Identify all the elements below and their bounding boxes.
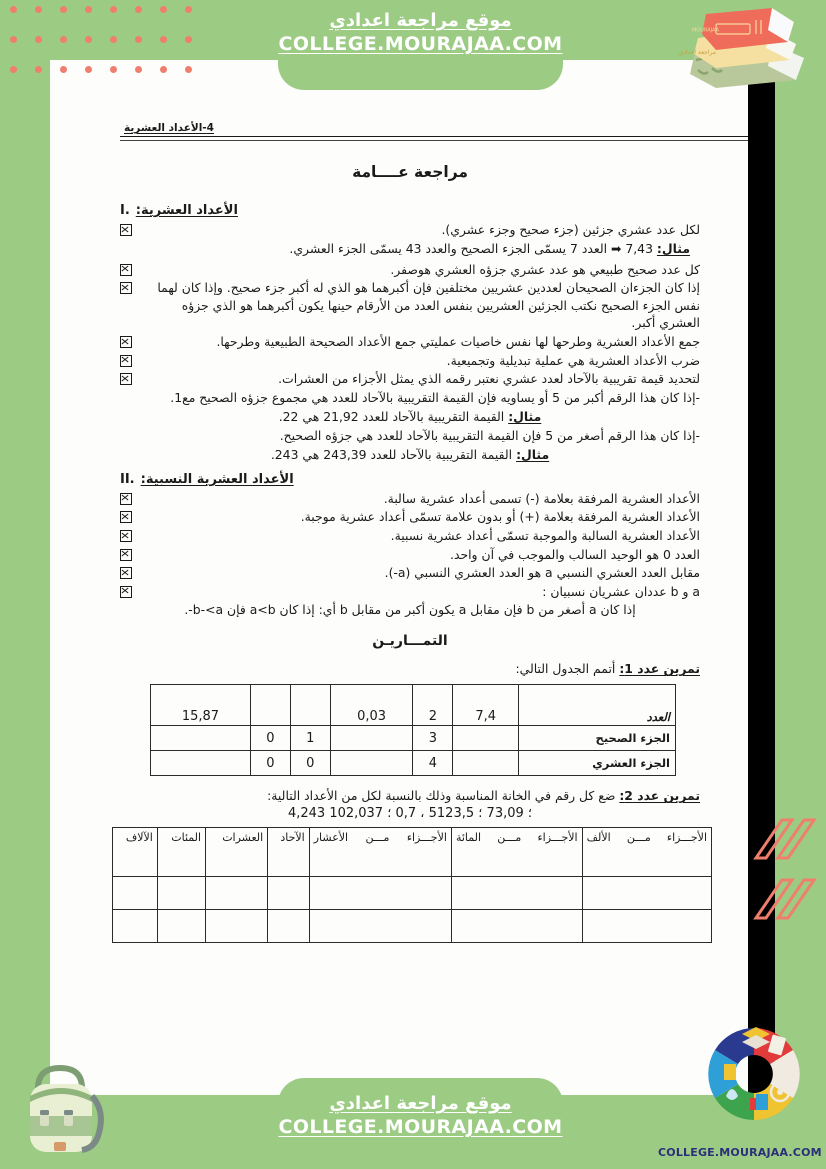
example-text: القيمة التقريبية بالآحاد للعدد 243,39 هي 243.: [270, 446, 513, 462]
section-1-example-1: [120, 240, 700, 258]
checkbox-bullet-icon: [120, 567, 132, 579]
section-relative-decimals: [120, 472, 700, 620]
cell[interactable]: 1: [290, 726, 330, 751]
cell[interactable]: [290, 685, 330, 726]
column-header: العشرات: [206, 828, 268, 877]
decorative-dot: [135, 6, 142, 13]
section-2-closing-note: إذا كان a أصغر من b فإن مقابل a يكون أكبر من مقابل b أي: إذا كان a<b فإن b-<a-.: [184, 602, 636, 618]
cell[interactable]: [151, 751, 251, 776]
column-header: الآحاد: [268, 828, 310, 877]
row-label: العدد: [519, 685, 676, 726]
list-item: [120, 583, 700, 601]
cell[interactable]: [113, 910, 158, 943]
checkbox-bullet-icon: [120, 224, 132, 236]
chevron-decoration-lower: [748, 872, 818, 932]
running-head: 4-الأعداد العشرية: [124, 122, 214, 134]
cell[interactable]: 0: [290, 751, 330, 776]
rule-1-text: -إذا كان هذا الرقم أكبر من 5 أو يساويه فإن القيمة التقريبية بالآحاد للعدد هي مجموع جزؤه الصحيح مع1.: [170, 389, 700, 405]
decorative-dot: [60, 66, 67, 73]
list-item: [120, 527, 700, 545]
backpack-illustration: [18, 1058, 114, 1166]
example-label: مثال:: [656, 240, 690, 256]
exercise-2-instruction: ضع كل رقم في الخانة المناسبة وذلك بالنسبة لكل من الأعداد التالية:: [267, 788, 616, 804]
checkbox-bullet-icon: [120, 282, 132, 294]
list-item: [120, 370, 700, 388]
bullet-text: كل عدد صحيح طبيعي هو عدد عشري جزؤه العشري هوصفر.: [390, 261, 700, 277]
decorative-dot: [160, 36, 167, 43]
cell[interactable]: [330, 726, 413, 751]
section-1-heading: [120, 203, 700, 218]
cell[interactable]: [268, 877, 310, 910]
decorative-dot: [60, 6, 67, 13]
decorative-dot: [85, 36, 92, 43]
section-1-title: الأعداد العشرية:: [135, 203, 238, 218]
example-text: 7,43 ➡ العدد 7 يسمّى الجزء الصحيح والعدد 43 يسمّى الجزء العشري.: [289, 240, 653, 256]
checkbox-bullet-icon: [120, 336, 132, 348]
exercise-2-name: تمرين عدد 2:: [619, 788, 700, 804]
cell[interactable]: 4: [413, 751, 453, 776]
bullet-text: إذا كان الجزءان الصحيحان لعددين عشريين مختلفين فإن أكبرهما هو الذي له أكبر جزء صحيح. وإذا كان لهما نفس الجزء الصحيح نكتب الجزئين العشريين بنفس العدد من الأرقام حينها يكون أكبرهما هو الذي جزؤه العشري أكبر.: [157, 280, 700, 331]
scanned-sheet: [50, 60, 748, 1095]
cell[interactable]: [250, 685, 290, 726]
books-illustration: [676, 4, 812, 100]
cell[interactable]: [206, 877, 268, 910]
section-decimal-numbers: [120, 203, 700, 464]
exercise-2-numbers: 4,243 ؛ 73,09 ؛ 5123,5 ، 0,7 ؛ 102,037: [287, 806, 533, 822]
column-header: الأجـــزاء مـــن الألف: [582, 828, 711, 877]
table-row: [151, 726, 676, 751]
exercise-2-line: [120, 788, 700, 803]
cell[interactable]: 0: [250, 726, 290, 751]
cell[interactable]: [330, 751, 413, 776]
decorative-dot: [85, 66, 92, 73]
bullet-text: الأعداد العشرية المرفقة بعلامة (+) أو بدون علامة تسمّى أعداد عشرية موجبة.: [300, 509, 700, 525]
checkbox-bullet-icon: [120, 493, 132, 505]
list-item: [120, 221, 700, 239]
section-2-bullets: [120, 490, 700, 601]
bullet-text: a و b عددان عشريان نسبيان :: [542, 583, 700, 599]
decorative-dots: [0, 0, 200, 62]
checkbox-bullet-icon: [120, 511, 132, 523]
decorative-dot: [185, 36, 192, 43]
column-header: الآلاف: [113, 828, 158, 877]
list-item: [120, 490, 700, 508]
right-black-band: [748, 60, 775, 1118]
cell[interactable]: [453, 726, 519, 751]
svg-text:مراجعة اعدادي: مراجعة اعدادي: [678, 49, 716, 56]
decorative-dot: [35, 6, 42, 13]
section-2-heading: [120, 472, 700, 487]
cell[interactable]: 0,03: [330, 685, 413, 726]
list-item: [120, 352, 700, 370]
header-brand: [278, 10, 563, 56]
checkbox-bullet-icon: [120, 264, 132, 276]
header-brand-url: COLLEGE.MOURAJAA.COM: [278, 33, 563, 56]
table-row: [113, 877, 712, 910]
list-item: [120, 546, 700, 564]
column-header: الأجـــزاء مـــن المائة: [451, 828, 582, 877]
row-label: الجزء العشري: [519, 751, 676, 776]
table-row: [151, 685, 676, 726]
rule-2-text: -إذا كان هذا الرقم أصغر من 5 فإن القيمة التقريبية بالآحاد للعدد هي جزؤه الصحيح.: [279, 427, 700, 443]
table-row: [113, 910, 712, 943]
table-row: [151, 751, 676, 776]
cell[interactable]: [451, 877, 582, 910]
section-1-numeral: I.: [120, 203, 130, 218]
decorative-dot: [185, 6, 192, 13]
exercise-1-table: [150, 684, 676, 776]
section-1-bullets-2: [120, 261, 700, 388]
header-rule: [120, 136, 748, 141]
cell[interactable]: 0: [250, 751, 290, 776]
checkbox-bullet-icon: [120, 549, 132, 561]
exercises-heading: التمـــاريـن: [372, 633, 448, 650]
cell[interactable]: [309, 910, 451, 943]
bullet-text: جمع الأعداد العشرية وطرحها لها نفس خاصيات عمليتي جمع الأعداد الصحيحة الطبيعية وطرحها.: [216, 334, 700, 350]
bullet-text: لتحديد قيمة تقريبية بالآحاد لعدد عشري نعتبر رقمه الذي يمثل الأجزاء من العشرات.: [278, 371, 700, 387]
footer-brand: [278, 1093, 563, 1139]
cell[interactable]: [157, 910, 205, 943]
chevron-decoration-upper: [748, 812, 818, 872]
decorative-dot: [35, 36, 42, 43]
rule-2-example: [120, 446, 700, 464]
cell[interactable]: [582, 877, 711, 910]
exercise-1-name: تمرين عدد 1:: [619, 661, 700, 677]
cell[interactable]: 2: [413, 685, 453, 726]
decorative-dot: [160, 6, 167, 13]
bullet-text: لكل عدد عشري جزئين (جزء صحيح وجزء عشري).: [441, 222, 700, 237]
list-item: [120, 508, 700, 526]
cell[interactable]: 3: [413, 726, 453, 751]
cell[interactable]: [453, 751, 519, 776]
section-2-numeral: II.: [120, 471, 135, 487]
bullet-text: الأعداد العشرية السالبة والموجبة تسمّى أعداد عشرية نسبية.: [390, 528, 700, 544]
education-circle-icon: [700, 1020, 808, 1132]
right-green-border: [775, 0, 826, 1169]
decorative-dot: [160, 66, 167, 73]
table-header-row: [113, 828, 712, 877]
decorative-dot: [10, 36, 17, 43]
cell[interactable]: 7,4: [453, 685, 519, 726]
decorative-dot: [135, 66, 142, 73]
document-body: [120, 122, 707, 943]
cell[interactable]: [268, 910, 310, 943]
decorative-dot: [135, 36, 142, 43]
example-label: مثال:: [516, 446, 550, 462]
row-label: الجزء الصحيح: [519, 726, 676, 751]
checkbox-bullet-icon: [120, 530, 132, 542]
left-green-border: [0, 0, 50, 1169]
decorative-dot: [110, 66, 117, 73]
rule-1-example: [120, 408, 700, 426]
decorative-dot: [185, 66, 192, 73]
checkbox-bullet-icon: [120, 355, 132, 367]
section-2-title: الأعداد العشرية النسبية:: [140, 471, 294, 487]
cell[interactable]: [309, 877, 451, 910]
bullet-text: العدد 0 هو الوحيد السالب والموجب في آن واحد.: [450, 546, 700, 562]
decorative-dot: [110, 6, 117, 13]
example-text: القيمة التقريبية بالآحاد للعدد 21,92 هي 22.: [278, 408, 505, 424]
corner-watermark-url: COLLEGE.MOURAJAA.COM: [658, 1146, 822, 1159]
cell[interactable]: [451, 910, 582, 943]
column-header: الأجـــزاء مـــن الأعشار: [309, 828, 451, 877]
bullet-text: مقابل العدد العشري النسبي a هو العدد العشري النسبي (a-).: [384, 565, 700, 581]
checkbox-bullet-icon: [120, 373, 132, 385]
footer-brand-arabic: موقع مراجعة اعدادي: [329, 1093, 512, 1114]
list-item: [120, 333, 700, 351]
cell[interactable]: [113, 877, 158, 910]
cell[interactable]: [582, 910, 711, 943]
checkbox-bullet-icon: [120, 586, 132, 598]
bullet-text: ضرب الأعداد العشرية هي عملية تبديلية وتجميعية.: [446, 352, 700, 368]
section-1-bullets: [120, 221, 700, 239]
list-item: [120, 279, 700, 332]
list-item: [120, 261, 700, 279]
decorative-dot: [10, 6, 17, 13]
header-brand-arabic: موقع مراجعة اعدادي: [329, 10, 512, 31]
svg-text:MOURAJAA: MOURAJAA: [692, 27, 719, 34]
footer-brand-url: COLLEGE.MOURAJAA.COM: [278, 1116, 563, 1139]
bullet-text: الأعداد العشرية المرفقة بعلامة (-) تسمى أعداد عشرية سالبة.: [383, 490, 700, 506]
page-title: مراجعة عــــامة: [352, 163, 468, 181]
decorative-dot: [60, 36, 67, 43]
column-header: المئات: [157, 828, 205, 877]
cell[interactable]: 15,87: [151, 685, 251, 726]
list-item: [120, 564, 700, 582]
exercise-1-instruction: أتمم الجدول التالي:: [515, 661, 616, 677]
cell[interactable]: [151, 726, 251, 751]
decorative-dot: [85, 6, 92, 13]
cell[interactable]: [206, 910, 268, 943]
cell[interactable]: [157, 877, 205, 910]
decorative-dot: [35, 66, 42, 73]
exercise-1-line: [120, 661, 700, 676]
exercise-2-table: [112, 827, 712, 943]
decorative-dot: [110, 36, 117, 43]
decorative-dot: [10, 66, 17, 73]
example-label: مثال:: [508, 408, 542, 424]
